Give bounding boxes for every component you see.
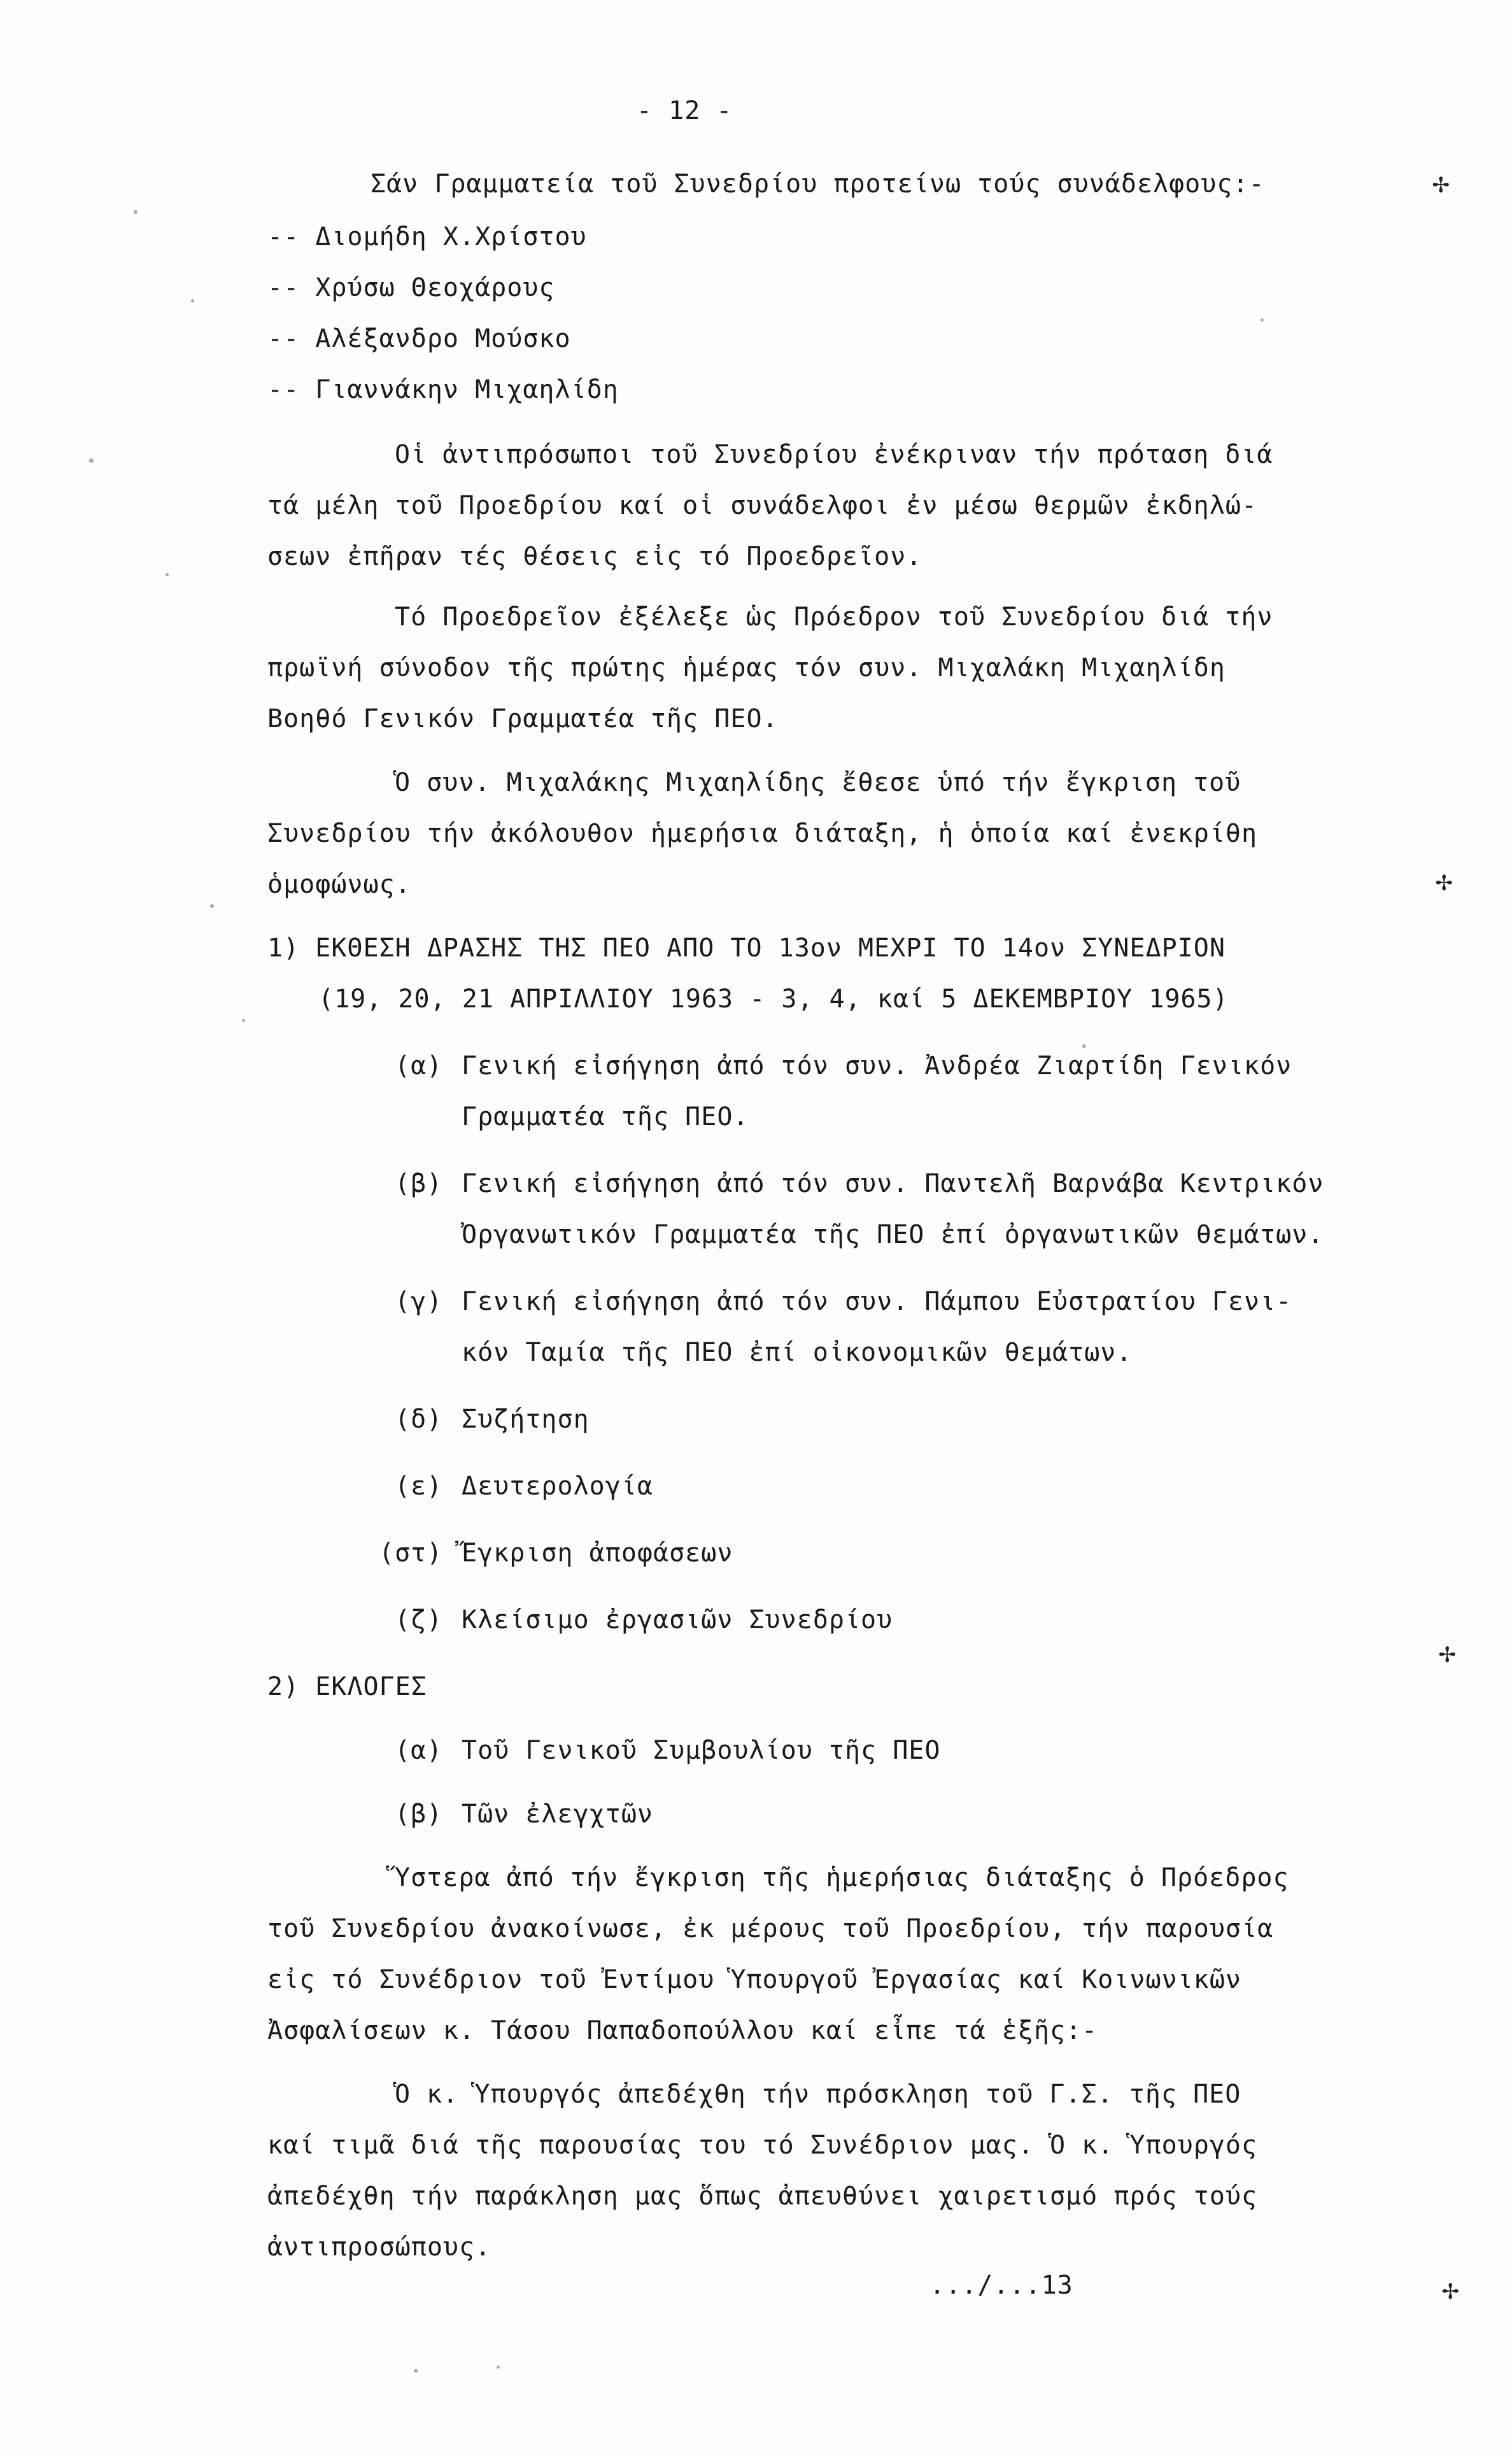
agenda-1-item-e-mark: (ε) <box>395 1472 443 1501</box>
agenda-1-item-a-line-1: Γενική εἰσήγηση ἀπό τόν συν. Ἀνδρέα Ζιαρτίδη Γενικόν <box>462 1051 1292 1081</box>
agenda-1-item-b-line-1: Γενική εἰσήγηση ἀπό τόν συν. Παντελῆ Βαρνάβα Κεντρικόν <box>462 1169 1324 1198</box>
intro-line: Σάν Γραμματεία τοῦ Συνεδρίου προτείνω τούς συνάδελφους:- <box>371 169 1265 199</box>
paragraph-4-line-2: τοῦ Συνεδρίου ἀνακοίνωσε, ἐκ μέρους τοῦ Προεδρίου, τήν παρουσία <box>267 1914 1274 1943</box>
paragraph-5-line-1: Ὁ κ. Ὑπουργός ἀπεδέχθη τήν πρόσκληση τοῦ Γ.Σ. τῆς ΠΕΟ <box>395 2080 1241 2109</box>
scan-speck <box>166 573 169 576</box>
agenda-1-dates: (19, 20, 21 ΑΠΡΙΛΛΙΟΥ 1963 - 3, 4, καί 5 ΔΕΚΕΜΒΡΙΟΥ 1965) <box>318 984 1229 1014</box>
agenda-1-item-c-line-1: Γενική εἰσήγηση ἀπό τόν συν. Πάμπου Εὐστρατίου Γενι- <box>462 1287 1292 1316</box>
scan-speck <box>414 2369 418 2373</box>
paragraph-4-line-3: εἰς τό Συνέδριον τοῦ Ἐντίμου Ὑπουργοῦ Ἐργασίας καί Κοινωνικῶν <box>267 1965 1242 1994</box>
scan-speck <box>242 1019 245 1022</box>
paragraph-2-line-3: Βοηθό Γενικόν Γραμματέα τῆς ΠΕΟ. <box>267 704 779 734</box>
candidate-1: -- Διομήδη Χ.Χρίστου <box>267 222 587 252</box>
paragraph-1-line-1: Οἱ ἀντιπρόσωποι τοῦ Συνεδρίου ἐνέκριναν τήν πρόταση διά <box>395 440 1273 469</box>
agenda-1-item-d-mark: (δ) <box>395 1405 443 1434</box>
agenda-2-item-a-mark: (α) <box>395 1736 443 1765</box>
agenda-1-item-e-line-1: Δευτερολογία <box>462 1472 653 1501</box>
agenda-1-item-d-line-1: Συζήτηση <box>462 1405 590 1434</box>
candidate-3: -- Αλέξανδρο Μούσκο <box>267 324 571 353</box>
agenda-2-item-a-text: Τοῦ Γενικοῦ Συμβουλίου τῆς ΠΕΟ <box>462 1736 941 1765</box>
agenda-1-item-b-mark: (β) <box>395 1169 443 1198</box>
scan-speck <box>134 210 138 214</box>
paragraph-3-line-1: Ὁ συν. Μιχαλάκης Μιχαηλίδης ἔθεσε ὑπό τήν ἔγκριση τοῦ <box>395 768 1241 797</box>
paragraph-3-line-2: Συνεδρίου τήν ἀκόλουθον ἡμερήσια διάταξη, ἡ ὁποία καί ἐνεκρίθη <box>267 819 1258 848</box>
agenda-1-item-b-line-2: Ὀργανωτικόν Γραμματέα τῆς ΠΕΟ ἐπί ὀργανωτικῶν θεμάτων. <box>462 1220 1324 1249</box>
paragraph-5-line-3: ἀπεδέχθη τήν παράκληση μας ὅπως ἀπευθύνει χαιρετισμό πρός τούς <box>267 2182 1258 2211</box>
candidate-4: -- Γιαννάκην Μιχαηλίδη <box>267 375 619 404</box>
scan-speck <box>1082 1044 1086 1048</box>
margin-mark-top: ✢ <box>1432 167 1450 199</box>
paragraph-2-line-2: πρωϊνή σύνοδον τῆς πρώτης ἡμέρας τόν συν. Μιχαλάκη Μιχαηλίδη <box>267 653 1226 683</box>
agenda-2-item-b-mark: (β) <box>395 1799 443 1829</box>
scan-speck <box>89 458 94 463</box>
paragraph-1-line-2: τά μέλη τοῦ Προεδρίου καί οἱ συνάδελφοι ἐν μέσω θερμῶν ἐκδηλώ- <box>267 491 1258 520</box>
paragraph-5-line-4: ἀντιπροσώπους. <box>267 2232 491 2262</box>
agenda-1-item-st-line-1: Ἔγκριση ἀποφάσεων <box>462 1538 733 1568</box>
continuation-marker: .../...13 <box>929 2271 1073 2300</box>
agenda-1-heading: 1) ΕΚΘΕΣΗ ΔΡΑΣΗΣ ΤΗΣ ΠΕΟ ΑΠΟ ΤΟ 13ον ΜΕΧΡΙ ΤΟ 14ον ΣΥΝΕΔΡΙΟΝ <box>267 933 1226 963</box>
margin-mark-middle: ✢ <box>1436 865 1453 897</box>
candidate-2: -- Χρύσω Θεοχάρους <box>267 273 555 302</box>
agenda-1-item-a-line-2: Γραμματέα τῆς ΠΕΟ. <box>462 1102 749 1132</box>
agenda-1-item-z-line-1: Κλείσιμο ἐργασιῶν Συνεδρίου <box>462 1605 893 1635</box>
margin-mark-bottom: ✢ <box>1442 2273 1459 2306</box>
paragraph-2-line-1: Τό Προεδρεῖον ἐξέλεξε ὡς Πρόεδρον τοῦ Συνεδρίου διά τήν <box>395 602 1273 632</box>
scan-speck <box>497 2366 500 2369</box>
paragraph-4-line-1: Ὕστερα ἀπό τήν ἔγκριση τῆς ἡμερήσιας διάταξης ὁ Πρόεδρος <box>395 1863 1289 1892</box>
margin-mark-lower: ✢ <box>1439 1636 1456 1669</box>
scan-speck <box>210 904 214 908</box>
agenda-2-heading: 2) ΕΚΛΟΓΕΣ <box>267 1672 427 1701</box>
paragraph-1-line-3: σεων ἐπῆραν τές θέσεις εἰς τό Προεδρεῖον. <box>267 542 922 571</box>
paragraph-3-line-3: ὁμοφώνως. <box>267 870 411 899</box>
agenda-1-item-z-mark: (ζ) <box>395 1605 443 1635</box>
scan-speck <box>191 299 194 302</box>
agenda-1-item-st-mark: (στ) <box>379 1538 443 1568</box>
agenda-1-item-c-mark: (γ) <box>395 1287 443 1316</box>
agenda-2-item-b-text: Τῶν ἐλεγχτῶν <box>462 1799 653 1829</box>
page-number: - 12 - <box>637 96 733 125</box>
agenda-1-item-a-mark: (α) <box>395 1051 443 1081</box>
paragraph-4-line-4: Ἀσφαλίσεων κ. Τάσου Παπαδοπούλλου καί εἶπε τά ἑξῆς:- <box>267 2016 1098 2045</box>
paragraph-5-line-2: καί τιμᾶ διά τῆς παρουσίας του τό Συνέδριον μας. Ὁ κ. Ὑπουργός <box>267 2131 1258 2160</box>
scan-speck <box>1261 318 1264 322</box>
agenda-1-item-c-line-2: κόν Ταμία τῆς ΠΕΟ ἐπί οἰκονομικῶν θεμάτων. <box>462 1338 1133 1367</box>
